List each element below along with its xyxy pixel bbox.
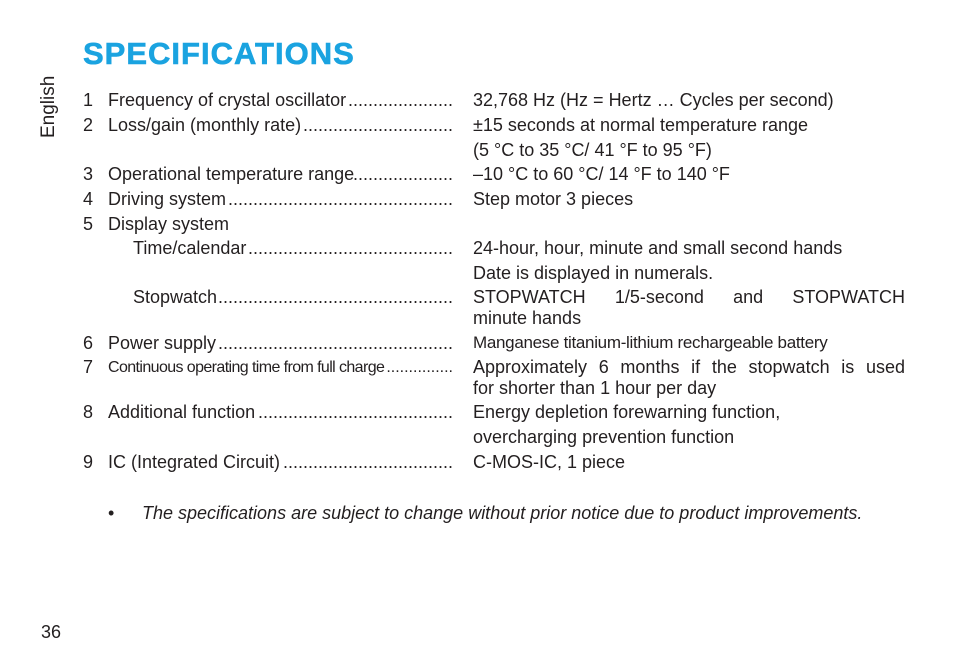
spec-value-line2: (5 °C to 35 °C/ 41 °F to 95 °F) bbox=[473, 140, 712, 160]
spec-value: –10 °C to 60 °C/ 14 °F to 140 °F bbox=[473, 164, 730, 184]
spec-value: Manganese titanium-lithium rechargeable battery bbox=[473, 333, 828, 352]
spec-number: 2 bbox=[83, 115, 94, 135]
spec-number: 6 bbox=[83, 333, 94, 353]
spec-label: Driving system ..... bbox=[108, 189, 453, 209]
spec-label: Power supply ..... bbox=[108, 333, 453, 353]
spec-value-line2: overcharging prevention function bbox=[473, 427, 735, 447]
spec-sublabel: Stopwatch ..... bbox=[133, 287, 453, 307]
spec-value: 24-hour, hour, minute and small second hands bbox=[473, 238, 843, 258]
spec-value: Energy depletion forewarning function, bbox=[473, 402, 781, 422]
spec-number: 4 bbox=[83, 189, 94, 209]
spec-value-line2: minute hands bbox=[473, 308, 582, 328]
spec-value: Approximately 6 months if the stopwatch is used bbox=[473, 357, 905, 377]
spec-label: Operational temperature range ..... bbox=[108, 164, 453, 184]
spec-value-line2: Date is displayed in numerals. bbox=[473, 263, 714, 283]
spec-value: Step motor 3 pieces bbox=[473, 189, 634, 209]
spec-label: Additional function ..... bbox=[108, 402, 453, 422]
spec-number: 3 bbox=[83, 164, 94, 184]
spec-label: Frequency of crystal oscillator ..... bbox=[108, 90, 453, 110]
spec-number: 5 bbox=[83, 214, 94, 234]
page-number: 36 bbox=[41, 622, 62, 642]
spec-sublabel: Time/calendar ..... bbox=[133, 238, 453, 258]
spec-label: Loss/gain (monthly rate) ..... bbox=[108, 115, 453, 135]
spec-number: 9 bbox=[83, 452, 94, 472]
spec-value: ±15 seconds at normal temperature range bbox=[473, 115, 809, 135]
spec-value: C-MOS-IC, 1 piece bbox=[473, 452, 626, 472]
spec-label: IC (Integrated Circuit) ..... bbox=[108, 452, 453, 472]
spec-label: Continuous operating time from full charge ..... bbox=[108, 358, 453, 378]
spec-value-line2: for shorter than 1 hour per day bbox=[473, 378, 717, 398]
spec-value: 32,768 Hz (Hz = Hertz … Cycles per second) bbox=[473, 90, 834, 110]
spec-number: 7 bbox=[83, 357, 94, 377]
spec-number: 1 bbox=[83, 90, 94, 110]
bullet-icon: • bbox=[108, 503, 115, 523]
language-tab: English bbox=[38, 75, 59, 138]
spec-label: Display system bbox=[108, 214, 230, 234]
spec-value: STOPWATCH 1/5-second and STOPWATCH bbox=[473, 287, 905, 307]
spec-number: 8 bbox=[83, 402, 94, 422]
footnote bbox=[108, 502, 890, 524]
footnote-text: The specifications are subject to change without prior notice due to product improvements. bbox=[142, 503, 863, 523]
page-title: SPECIFICATIONS bbox=[83, 36, 355, 71]
